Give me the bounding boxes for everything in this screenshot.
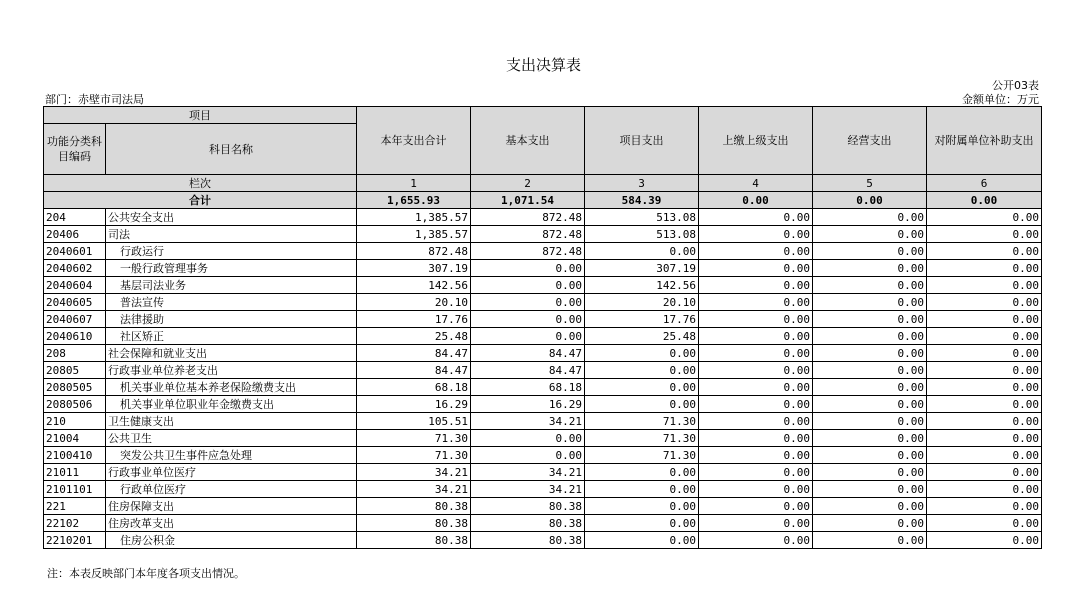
row-name: 卫生健康支出: [106, 413, 357, 430]
row-value: 307.19: [585, 260, 699, 277]
row-value: 0.00: [813, 243, 927, 260]
row-value: 142.56: [357, 277, 471, 294]
row-value: 0.00: [813, 260, 927, 277]
row-value: 25.48: [357, 328, 471, 345]
row-code: 210: [44, 413, 106, 430]
table-row: [44, 464, 1042, 481]
row-value: 71.30: [585, 430, 699, 447]
row-value: 307.19: [357, 260, 471, 277]
row-value: 17.76: [357, 311, 471, 328]
row-value: 0.00: [471, 430, 585, 447]
row-value: 0.00: [813, 464, 927, 481]
row-value: 0.00: [813, 430, 927, 447]
row-value: 0.00: [813, 396, 927, 413]
row-value: 16.29: [471, 396, 585, 413]
row-value: 25.48: [585, 328, 699, 345]
row-value: 0.00: [927, 379, 1042, 396]
row-value: 0.00: [813, 328, 927, 345]
row-name: 行政事业单位养老支出: [106, 362, 357, 379]
header-code: 功能分类科目编码: [44, 124, 106, 175]
row-value: 0.00: [699, 515, 813, 532]
table-row: [44, 447, 1042, 464]
row-value: 71.30: [357, 447, 471, 464]
row-code: 2080505: [44, 379, 106, 396]
row-value: 0.00: [927, 294, 1042, 311]
row-value: 0.00: [927, 430, 1042, 447]
row-value: 0.00: [813, 413, 927, 430]
table-row: [44, 294, 1042, 311]
table-row: [44, 379, 1042, 396]
header-business: 经营支出: [813, 107, 927, 175]
total-value: 1,655.93: [357, 192, 471, 209]
row-value: 84.47: [471, 362, 585, 379]
row-value: 0.00: [927, 362, 1042, 379]
row-value: 0.00: [927, 226, 1042, 243]
row-name: 公共安全支出: [106, 209, 357, 226]
total-value: 584.39: [585, 192, 699, 209]
row-name: 社区矫正: [106, 328, 357, 345]
expenditure-table: [43, 106, 1042, 549]
row-value: 0.00: [471, 294, 585, 311]
row-value: 0.00: [699, 277, 813, 294]
col-num: 3: [585, 175, 699, 192]
row-value: 0.00: [813, 345, 927, 362]
unit-label: 金额单位：万元: [962, 93, 1039, 106]
total-value: 0.00: [813, 192, 927, 209]
row-name: 机关事业单位职业年金缴费支出: [106, 396, 357, 413]
row-code: 2100410: [44, 447, 106, 464]
row-code: 21011: [44, 464, 106, 481]
row-value: 0.00: [699, 243, 813, 260]
row-value: 0.00: [927, 209, 1042, 226]
col-num: 1: [357, 175, 471, 192]
row-name: 突发公共卫生事件应急处理: [106, 447, 357, 464]
row-value: 0.00: [927, 498, 1042, 515]
row-value: 1,385.57: [357, 209, 471, 226]
row-code: 221: [44, 498, 106, 515]
row-value: 0.00: [927, 515, 1042, 532]
header-subsidy: 对附属单位补助支出: [927, 107, 1042, 175]
row-name: 一般行政管理事务: [106, 260, 357, 277]
row-value: 0.00: [813, 209, 927, 226]
row-value: 0.00: [927, 464, 1042, 481]
row-code: 2040610: [44, 328, 106, 345]
row-value: 0.00: [813, 311, 927, 328]
table-row: [44, 328, 1042, 345]
row-value: 0.00: [699, 328, 813, 345]
row-code: 2040607: [44, 311, 106, 328]
row-value: 0.00: [585, 362, 699, 379]
row-code: 21004: [44, 430, 106, 447]
row-value: 20.10: [357, 294, 471, 311]
table-row: [44, 413, 1042, 430]
row-value: 0.00: [585, 498, 699, 515]
row-value: 80.38: [471, 532, 585, 549]
row-value: 0.00: [585, 532, 699, 549]
row-name: 普法宣传: [106, 294, 357, 311]
col-num: 2: [471, 175, 585, 192]
row-value: 0.00: [699, 226, 813, 243]
row-value: 0.00: [813, 481, 927, 498]
row-value: 0.00: [699, 498, 813, 515]
header-upper: 上缴上级支出: [699, 107, 813, 175]
table-row: [44, 260, 1042, 277]
total-value: 1,071.54: [471, 192, 585, 209]
row-value: 0.00: [813, 277, 927, 294]
row-value: 513.08: [585, 209, 699, 226]
row-code: 20406: [44, 226, 106, 243]
row-value: 0.00: [927, 532, 1042, 549]
row-code: 2080506: [44, 396, 106, 413]
row-value: 0.00: [699, 362, 813, 379]
row-value: 0.00: [927, 396, 1042, 413]
row-value: 34.21: [471, 464, 585, 481]
row-value: 872.48: [471, 209, 585, 226]
row-value: 0.00: [927, 311, 1042, 328]
row-value: 84.47: [471, 345, 585, 362]
row-name: 司法: [106, 226, 357, 243]
col-num: 5: [813, 175, 927, 192]
department-label: 部门：赤壁市司法局: [45, 93, 144, 106]
row-value: 0.00: [471, 311, 585, 328]
row-value: 34.21: [471, 413, 585, 430]
row-value: 17.76: [585, 311, 699, 328]
row-value: 0.00: [699, 345, 813, 362]
row-value: 71.30: [585, 447, 699, 464]
row-code: 2210201: [44, 532, 106, 549]
row-value: 0.00: [813, 226, 927, 243]
row-name: 公共卫生: [106, 430, 357, 447]
row-code: 2040604: [44, 277, 106, 294]
table-row: [44, 277, 1042, 294]
row-value: 0.00: [813, 379, 927, 396]
header-row-label: 栏次: [44, 175, 357, 192]
row-value: 0.00: [699, 311, 813, 328]
row-value: 0.00: [813, 498, 927, 515]
row-value: 0.00: [699, 481, 813, 498]
row-value: 0.00: [927, 345, 1042, 362]
row-value: 872.48: [357, 243, 471, 260]
row-code: 2101101: [44, 481, 106, 498]
row-code: 2040601: [44, 243, 106, 260]
table-row: [44, 345, 1042, 362]
table-row: [44, 498, 1042, 515]
table-row: [44, 209, 1042, 226]
row-name: 行政运行: [106, 243, 357, 260]
row-value: 0.00: [699, 260, 813, 277]
form-code: 公开03表: [992, 79, 1039, 92]
table-row: [44, 226, 1042, 243]
row-name: 行政事业单位医疗: [106, 464, 357, 481]
row-value: 0.00: [813, 294, 927, 311]
row-code: 22102: [44, 515, 106, 532]
row-code: 2040602: [44, 260, 106, 277]
header-project: 项目支出: [585, 107, 699, 175]
row-value: 68.18: [357, 379, 471, 396]
row-name: 住房公积金: [106, 532, 357, 549]
header-basic: 基本支出: [471, 107, 585, 175]
table-row: [44, 362, 1042, 379]
row-name: 法律援助: [106, 311, 357, 328]
row-value: 80.38: [357, 515, 471, 532]
row-value: 71.30: [357, 430, 471, 447]
row-value: 0.00: [813, 532, 927, 549]
table-row: [44, 532, 1042, 549]
row-value: 872.48: [471, 226, 585, 243]
total-value: 0.00: [927, 192, 1042, 209]
row-value: 0.00: [699, 294, 813, 311]
row-code: 2040605: [44, 294, 106, 311]
row-value: 20.10: [585, 294, 699, 311]
row-value: 0.00: [585, 243, 699, 260]
table-row: [44, 396, 1042, 413]
row-value: 0.00: [699, 464, 813, 481]
total-label: 合计: [44, 192, 357, 209]
row-value: 0.00: [927, 260, 1042, 277]
row-value: 80.38: [471, 498, 585, 515]
row-code: 208: [44, 345, 106, 362]
row-code: 204: [44, 209, 106, 226]
row-value: 80.38: [357, 532, 471, 549]
row-value: 0.00: [585, 464, 699, 481]
row-value: 0.00: [585, 396, 699, 413]
row-value: 0.00: [927, 277, 1042, 294]
header-name: 科目名称: [106, 124, 357, 175]
row-value: 34.21: [357, 464, 471, 481]
row-value: 0.00: [699, 447, 813, 464]
row-value: 0.00: [699, 430, 813, 447]
row-value: 0.00: [927, 447, 1042, 464]
table-row: [44, 481, 1042, 498]
row-value: 84.47: [357, 362, 471, 379]
row-value: 71.30: [585, 413, 699, 430]
row-value: 0.00: [927, 243, 1042, 260]
table-row: [44, 243, 1042, 260]
col-num: 6: [927, 175, 1042, 192]
row-value: 0.00: [699, 413, 813, 430]
header-total: 本年支出合计: [357, 107, 471, 175]
row-value: 0.00: [927, 328, 1042, 345]
row-name: 住房保障支出: [106, 498, 357, 515]
row-value: 513.08: [585, 226, 699, 243]
row-value: 0.00: [585, 515, 699, 532]
row-value: 0.00: [813, 362, 927, 379]
row-value: 84.47: [357, 345, 471, 362]
row-name: 行政单位医疗: [106, 481, 357, 498]
row-name: 机关事业单位基本养老保险缴费支出: [106, 379, 357, 396]
row-value: 0.00: [813, 515, 927, 532]
row-value: 0.00: [585, 481, 699, 498]
row-value: 0.00: [813, 447, 927, 464]
row-value: 0.00: [585, 379, 699, 396]
row-value: 0.00: [699, 209, 813, 226]
row-value: 0.00: [699, 532, 813, 549]
footnote: 注：本表反映部门本年度各项支出情况。: [47, 567, 245, 580]
header-item: 项目: [44, 107, 357, 124]
row-value: 34.21: [357, 481, 471, 498]
row-value: 80.38: [357, 498, 471, 515]
row-value: 0.00: [471, 277, 585, 294]
row-value: 0.00: [927, 413, 1042, 430]
row-value: 142.56: [585, 277, 699, 294]
row-value: 0.00: [471, 447, 585, 464]
row-value: 0.00: [699, 379, 813, 396]
row-value: 34.21: [471, 481, 585, 498]
row-value: 68.18: [471, 379, 585, 396]
table-row: [44, 311, 1042, 328]
col-num: 4: [699, 175, 813, 192]
row-value: 105.51: [357, 413, 471, 430]
table-row: [44, 430, 1042, 447]
total-value: 0.00: [699, 192, 813, 209]
row-code: 20805: [44, 362, 106, 379]
row-value: 0.00: [585, 345, 699, 362]
row-name: 社会保障和就业支出: [106, 345, 357, 362]
row-value: 16.29: [357, 396, 471, 413]
row-name: 基层司法业务: [106, 277, 357, 294]
row-value: 0.00: [471, 260, 585, 277]
row-value: 872.48: [471, 243, 585, 260]
row-value: 0.00: [927, 481, 1042, 498]
table-row: [44, 515, 1042, 532]
row-value: 1,385.57: [357, 226, 471, 243]
row-value: 80.38: [471, 515, 585, 532]
row-value: 0.00: [471, 328, 585, 345]
row-name: 住房改革支出: [106, 515, 357, 532]
report-title: 支出决算表: [505, 56, 581, 74]
row-value: 0.00: [699, 396, 813, 413]
